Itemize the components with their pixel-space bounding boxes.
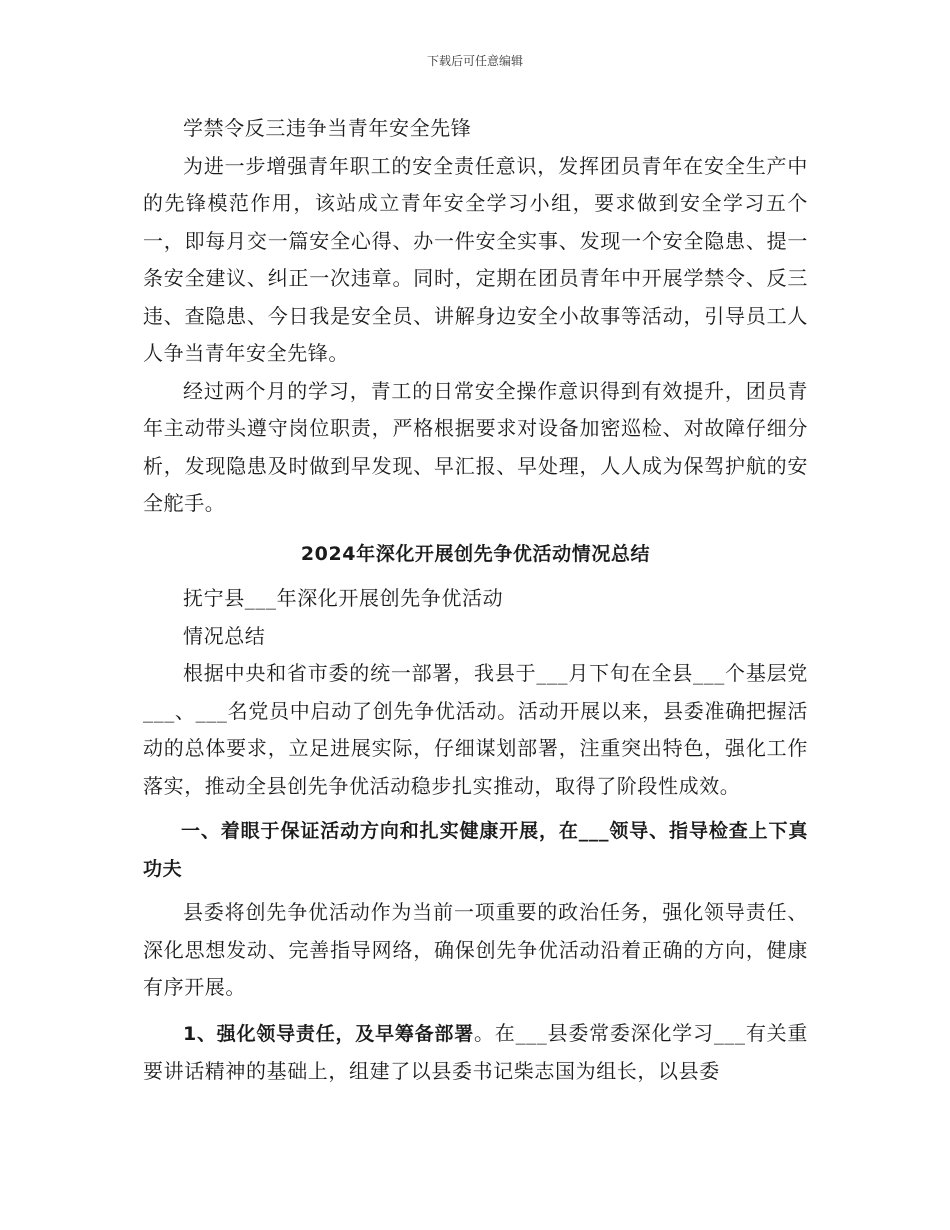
paragraph: 县委将创先争优活动作为当前一项重要的政治任务，强化领导责任、深化思想发动、完善指导网络，确保创先争优活动沿着正确的方向，健康有序开展。	[143, 900, 808, 999]
subsection-paragraph	[143, 1015, 808, 1091]
subsection-text: 。在___县委常委深化学习___有关重要讲话精神的基础上，组建了以县委书记柴志国为组长，以县委	[143, 1020, 808, 1083]
paragraph: 为进一步增强青年职工的安全责任意识，发挥团员青年在安全生产中的先锋模范作用，该站成立青年安全学习小组，要求做到安全学习五个一，即每月交一篇安全心得、办一件安全实事、发现一个安全隐患、提一条安全建议、纠正一次违章。同时，定期在团员青年中开展学禁令、反三违、查隐患、今日我是安全员、讲解身边安全小故事等活动，引导员工人人争当青年安全先锋。	[143, 153, 808, 365]
paragraph-subtitle-line1: 抚宁县___年深化开展创先争优活动	[183, 586, 504, 610]
subsection-heading: 1、强化领导责任，及早筹备部署	[183, 1022, 474, 1045]
paragraph-heading-safety: 学禁令反三违争当青年安全先锋	[183, 116, 472, 140]
paragraph: 经过两个月的学习，青工的日常安全操作意识得到有效提升，团员青年主动带头遵守岗位职责，严格根据要求对设备加密巡检、对故障仔细分析，发现隐患及时做到早发现、早汇报、早处理，人人成为保驾护航的安全舵手。	[143, 378, 808, 515]
document-body	[143, 110, 808, 1091]
document-title: 2024年深化开展创先争优活动情况总结	[300, 542, 651, 565]
paragraph: 根据中央和省市委的统一部署，我县于___月下旬在全县___个基层党___、___名党员中启动了创先争优活动。活动开展以来，县委准确把握活动的总体要求，立足进展实际，仔细谋划部署，注重突出特色，强化工作落实，推动全县创先争优活动稳步扎实推动，取得了阶段性成效。	[143, 661, 808, 798]
section-heading: 一、着眼于保证活动方向和扎实健康开展，在___领导、指导检查上下真功夫	[143, 820, 808, 880]
paragraph-subtitle-line2: 情况总结	[183, 623, 266, 648]
page-header-note: 下载后可任意编辑	[426, 54, 523, 68]
